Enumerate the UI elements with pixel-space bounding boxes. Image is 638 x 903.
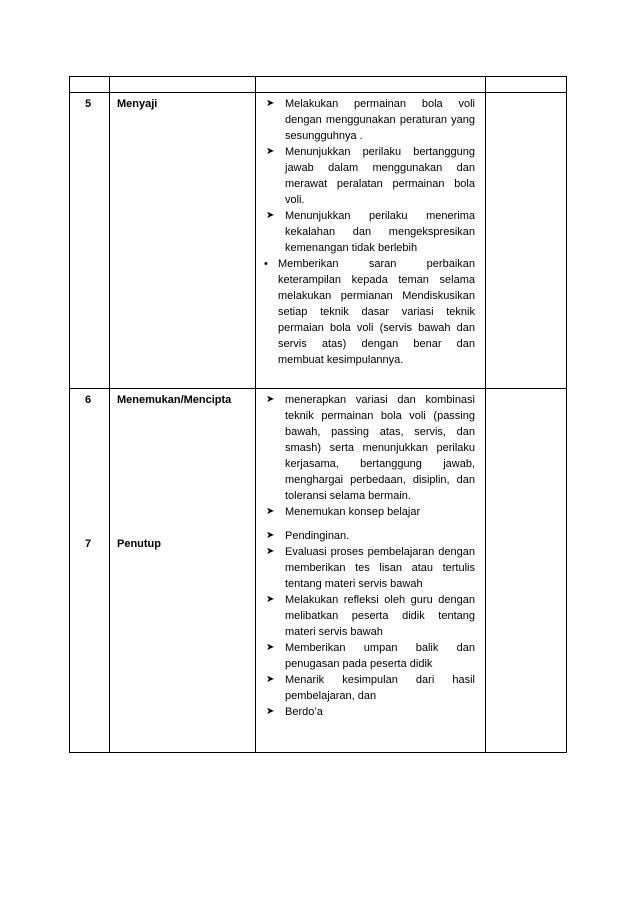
arrow-bullet-icon: ➤ xyxy=(266,146,275,157)
arrow-bullet-icon: ➤ xyxy=(266,394,275,405)
arrow-bullet-icon: ➤ xyxy=(266,530,275,541)
table-row xyxy=(70,93,567,389)
activity-list xyxy=(264,528,475,720)
lesson-plan-table xyxy=(69,76,567,753)
arrow-bullet-icon: ➤ xyxy=(266,546,275,557)
arrow-bullet-icon: ➤ xyxy=(266,210,275,221)
table-header-row xyxy=(70,77,567,93)
list-item: ➤ Memberikan umpan balik dan penugasan pada peserta didik xyxy=(266,642,475,670)
list-item: ➤ Evaluasi proses pembelajaran dengan memberikan tes lisan atau tertulis tentang materi servis bawah xyxy=(266,546,475,590)
list-item: ➤ Menemukan konsep belajar xyxy=(266,506,421,518)
row-number-cell xyxy=(70,389,110,753)
activity-list xyxy=(264,96,475,256)
activity-description xyxy=(256,389,486,753)
arrow-bullet-icon: ➤ xyxy=(266,594,275,605)
header-cell xyxy=(70,77,110,93)
activity-name: Penutup xyxy=(117,538,161,550)
activity-list xyxy=(264,392,475,520)
list-item: ➤ Pendinginan. xyxy=(266,530,350,542)
list-item: ➤ menerapkan variasi dan kombinasi teknik permainan bola voli (passing bawah, passing atas, servis, dan smash) serta menunjukkan perilaku kerjasama, bertanggung jawab, menghargai perbedaan, disiplin, dan toleransi selama bermain. xyxy=(266,394,475,502)
list-item: ➤ Menunjukkan perilaku bertanggung jawab dalam menggunakan dan merawat peralatan permainan bola voli. xyxy=(266,146,475,206)
notes-cell xyxy=(486,389,567,753)
activity-cell xyxy=(110,389,256,753)
header-cell xyxy=(110,77,256,93)
header-cell xyxy=(486,77,567,93)
activity-description xyxy=(256,93,486,389)
row-number: 6 xyxy=(85,394,92,406)
arrow-bullet-icon: ➤ xyxy=(266,706,275,717)
row-number: 5 xyxy=(70,93,110,389)
list-item: ➤ Berdo’a xyxy=(266,706,323,718)
arrow-bullet-icon: ➤ xyxy=(266,506,275,517)
arrow-bullet-icon: ➤ xyxy=(266,98,275,109)
list-item: ➤ Melakukan refleksi oleh guru dengan melibatkan peserta didik tentang materi servis bawah xyxy=(266,594,475,638)
arrow-bullet-icon: ➤ xyxy=(266,674,275,685)
header-cell xyxy=(256,77,486,93)
bullet-paragraph: • Memberikan saran perbaikan keterampilan kepada teman selama melakukan permianan Mendiskusikan setiap teknik dasar variasi teknik permaian bola voli (servis bawah dan servis atas) dengan benar dan membuat kesimpulannya. xyxy=(264,258,475,366)
arrow-bullet-icon: ➤ xyxy=(266,642,275,653)
list-item: ➤ Menarik kesimpulan dari hasil pembelajaran, dan xyxy=(266,674,475,702)
list-item: ➤ Menunjukkan perilaku menerima kekalahan dan mengekspresikan kemenangan tidak berlebih xyxy=(266,210,475,254)
row-number: 7 xyxy=(85,538,92,550)
dot-bullet-icon: • xyxy=(264,258,268,270)
activity-name: Menyaji xyxy=(110,93,256,389)
notes-cell xyxy=(486,93,567,389)
activity-name: Menemukan/Mencipta xyxy=(117,394,232,406)
list-item: ➤ Melakukan permainan bola voli dengan menggunakan peraturan yang sesungguhnya . xyxy=(266,98,475,142)
table-row xyxy=(70,389,567,753)
